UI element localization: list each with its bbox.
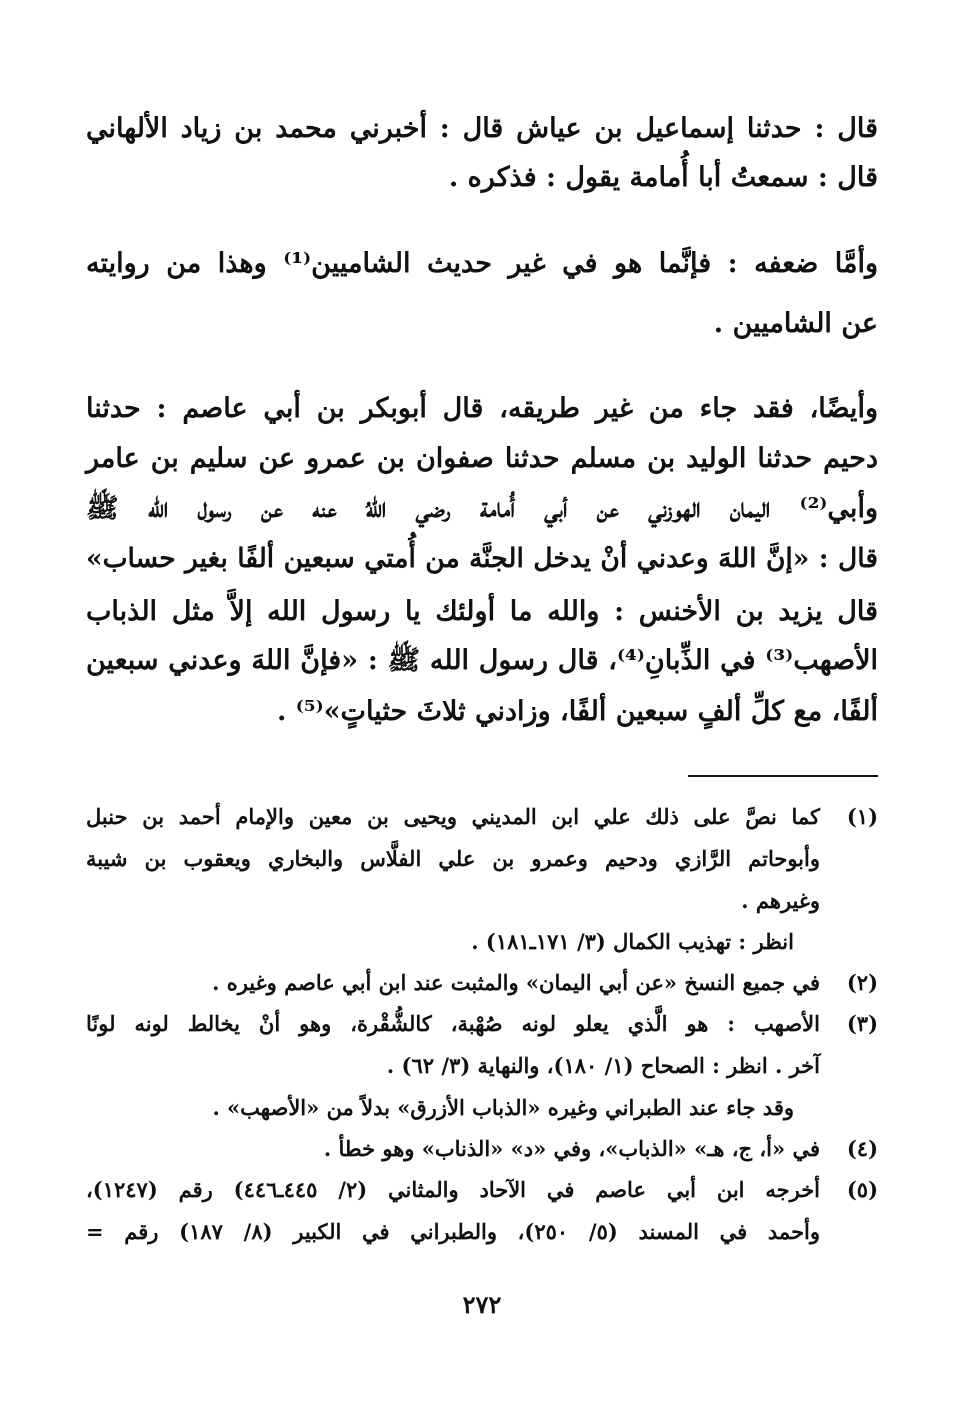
text-line: وأبي⁽²⁾ اليمان الهوزني عن أبي أُمامة رضي اللهُ عنه عن رسول الله ﷺ bbox=[86, 493, 878, 524]
text-line: ألفًا، مع كلِّ ألفٍ سبعين ألفًا، وزادني ثلاثَ حثياتٍ»⁽⁵⁾ . bbox=[276, 696, 878, 727]
footnote-text: انظر : تهذيب الكمال (٣/ ١٧١ـ١٨١) . bbox=[471, 929, 794, 954]
footnote-5-cont bbox=[86, 1218, 878, 1258]
footnote-1-cont bbox=[86, 887, 878, 927]
text-line: قال يزيد بن الأخنس : والله ما أولئك يا رسول الله إلاَّ مثل الذباب bbox=[86, 596, 878, 627]
footnote-text: في «أ، ج، هـ» «الذباب»، وفي «د» «الذناب» وهو خطأ . bbox=[323, 1136, 820, 1161]
text-line: دحيم حدثنا الوليد بن مسلم حدثنا صفوان بن عمرو عن سليم بن عامر bbox=[86, 443, 878, 474]
footnote-text: أخرجه ابن أبي عاصم في الآحاد والمثاني (٢/ ٤٤٥ـ٤٤٦) رقم (١٢٤٧)، bbox=[86, 1177, 821, 1202]
footnote-2 bbox=[86, 969, 878, 1009]
page-number: ٢٧٢ bbox=[462, 1290, 502, 1319]
text-line: وأيضًا، فقد جاء من غير طريقه، قال أبوبكر بن أبي عاصم : حدثنا bbox=[86, 393, 878, 424]
footnote-3-cont bbox=[86, 1094, 878, 1134]
footnote-text: وأحمد في المسند (٥/ ٢٥٠)، والطبراني في الكبير (٨/ ١٨٧) رقم = bbox=[86, 1219, 821, 1244]
footnote-1-cont bbox=[86, 845, 878, 885]
footnote-number: (٤) bbox=[846, 1136, 878, 1161]
text-line: وأمَّا ضعفه : فإنَّما هو في غير حديث الشاميين⁽¹⁾ وهذا من روايته bbox=[86, 248, 878, 279]
footnote-text: في جميع النسخ «عن أبي اليمان» والمثبت عند ابن أبي عاصم وغيره . bbox=[212, 970, 820, 995]
footnote-text: كما نصَّ على ذلك علي ابن المديني ويحيى بن معين والإمام أحمد بن حنبل bbox=[86, 804, 821, 829]
footnote-text: آخر . انظر : الصحاح (١/ ١٨٠)، والنهاية (٣/ ٦٢) . bbox=[386, 1053, 820, 1078]
footnote-text: وغيرهم . bbox=[741, 888, 820, 913]
footnote-number: (٣) bbox=[846, 1011, 878, 1036]
footnote-3-cont bbox=[86, 1052, 878, 1092]
text-line: قال : «إنَّ اللهَ وعدني أنْ يدخل الجنَّة من أُمتي سبعين ألفًا بغير حساب» bbox=[86, 543, 878, 574]
text-line: الأصهب⁽³⁾ في الذِّبانِ⁽⁴⁾، قال رسول الله ﷺ : «فإنَّ اللهَ وعدني سبعين bbox=[86, 645, 879, 676]
footnote-text: وقد جاء عند الطبراني وغيره «الذباب الأزرق» بدلاً من «الأصهب» . bbox=[212, 1095, 794, 1120]
footnote-number: (٥) bbox=[846, 1177, 878, 1202]
text-line: قال : حدثنا إسماعيل بن عياش قال : أخبرني محمد بن زياد الألهاني bbox=[86, 113, 878, 144]
footnote-5 bbox=[86, 1176, 878, 1216]
text-line: قال : سمعتُ أبا أُمامة يقول : فذكره . bbox=[448, 162, 878, 193]
footnote-text: وأبوحاتم الرَّازي ودحيم وعمرو بن علي الفلَّاس والبخاري ويعقوب بن شيبة bbox=[86, 846, 820, 871]
footnote-4 bbox=[86, 1135, 878, 1175]
footnote-separator bbox=[688, 775, 878, 777]
text-line: عن الشاميين . bbox=[713, 308, 878, 339]
footnote-1-ref bbox=[86, 928, 878, 968]
footnote-number: (١) bbox=[846, 804, 878, 829]
footnote-3 bbox=[86, 1010, 878, 1050]
footnote-number: (٢) bbox=[846, 970, 878, 995]
footnote-1 bbox=[86, 803, 878, 843]
footnote-text: الأصهب : هو الَّذي يعلو لونه صُهْبة، كالشُّقْرة، وهو أنْ يخالط لونه لونًا bbox=[86, 1011, 820, 1036]
